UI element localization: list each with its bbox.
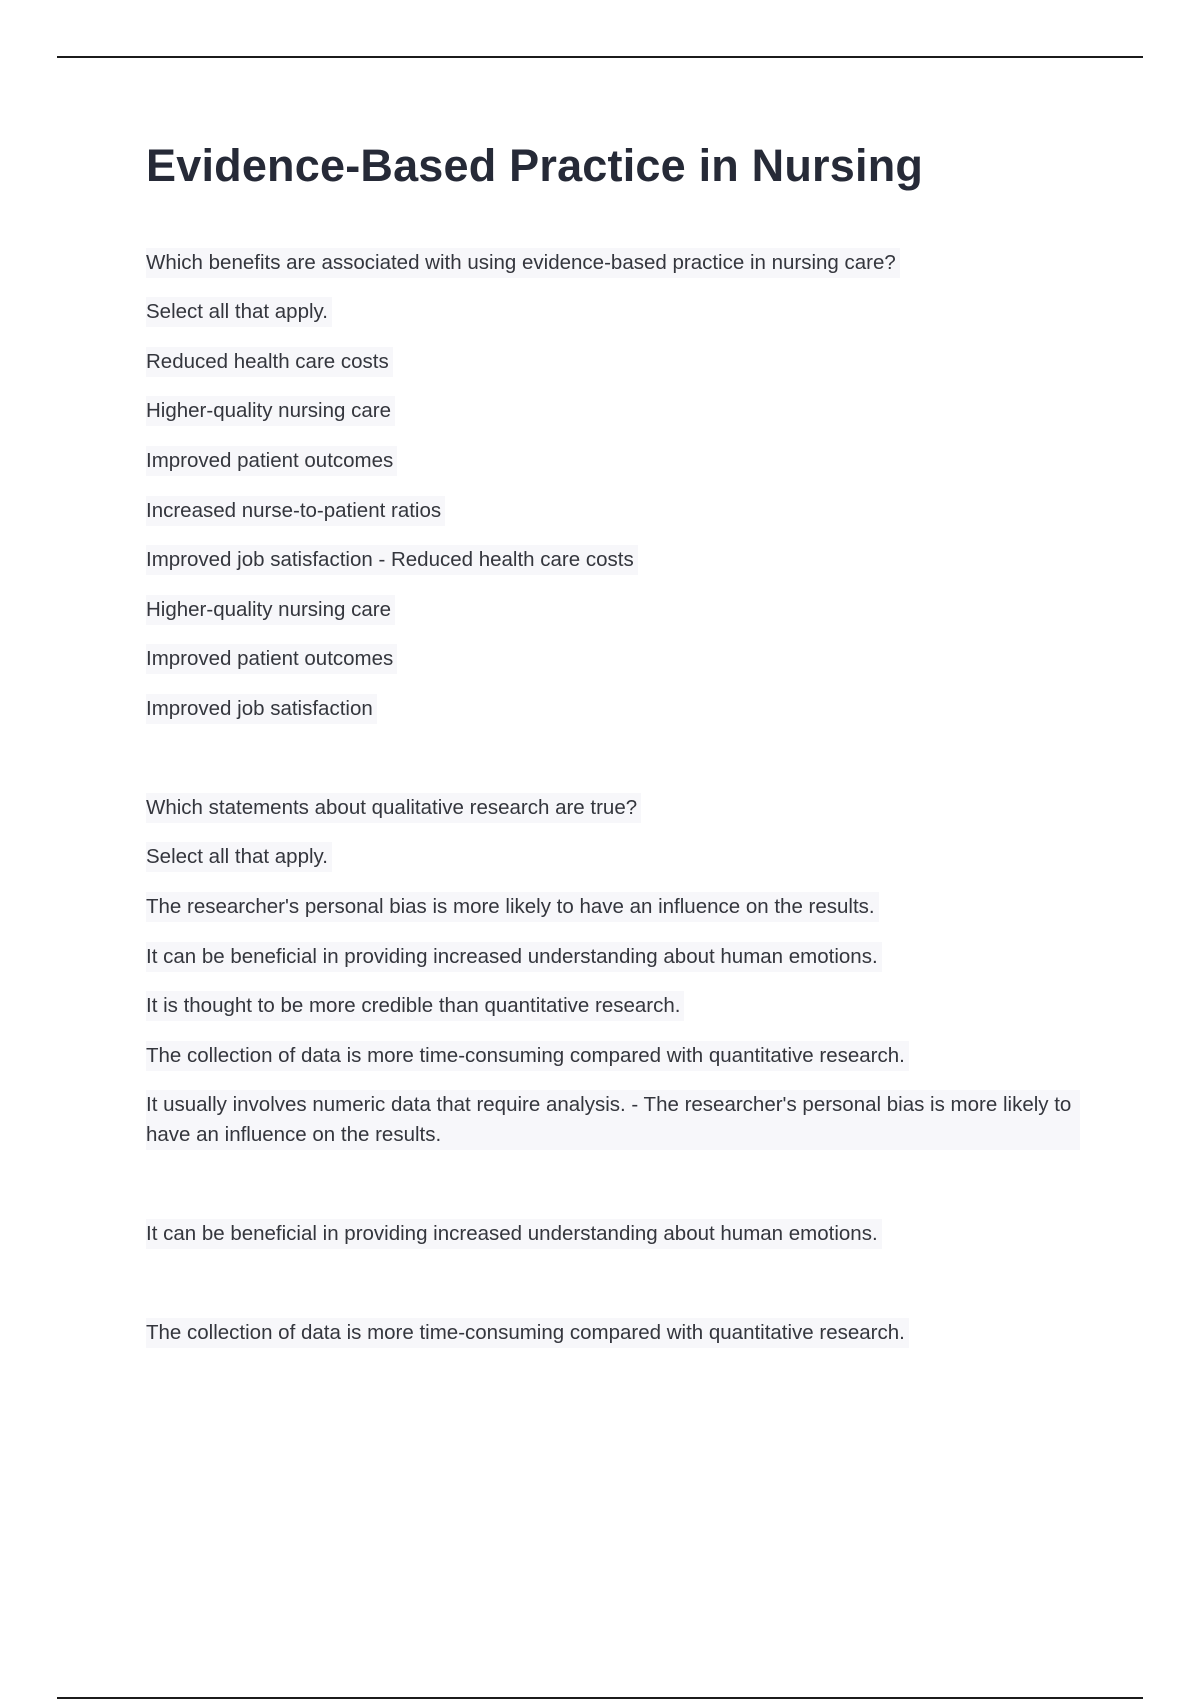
question-1-instruction: Select all that apply. — [146, 297, 332, 327]
question-2-option: The researcher's personal bias is more likely to have an influence on the results. — [146, 892, 879, 922]
question-1-option: Increased nurse-to-patient ratios — [146, 496, 445, 526]
question-1-answer: Improved job satisfaction — [146, 694, 377, 724]
question-2-option: It is thought to be more credible than quantitative research. — [146, 991, 684, 1021]
question-2-option: It can be beneficial in providing increased understanding about human emotions. — [146, 942, 882, 972]
question-1-option: Improved job satisfaction - Reduced health care costs — [146, 545, 638, 575]
question-1-option: Improved patient outcomes — [146, 446, 397, 476]
question-1-option: Higher-quality nursing care — [146, 396, 395, 426]
question-1-option: Reduced health care costs — [146, 347, 393, 377]
question-2-answer: It can be beneficial in providing increased understanding about human emotions. — [146, 1219, 882, 1249]
question-2-option: It usually involves numeric data that require analysis. - The researcher's personal bias is more likely to have an influence on the results. — [146, 1090, 1080, 1150]
question-1-prompt: Which benefits are associated with using evidence-based practice in nursing care? — [146, 248, 900, 278]
page-title: Evidence-Based Practice in Nursing — [146, 140, 924, 191]
question-1-answer: Improved patient outcomes — [146, 644, 397, 674]
bottom-rule — [57, 1697, 1143, 1699]
top-rule — [57, 56, 1143, 58]
question-1-answer: Higher-quality nursing care — [146, 595, 395, 625]
question-2-option: The collection of data is more time-consuming compared with quantitative research. — [146, 1041, 909, 1071]
question-2-instruction: Select all that apply. — [146, 842, 332, 872]
question-2-answer: The collection of data is more time-consuming compared with quantitative research. — [146, 1318, 909, 1348]
question-2-prompt: Which statements about qualitative research are true? — [146, 793, 641, 823]
